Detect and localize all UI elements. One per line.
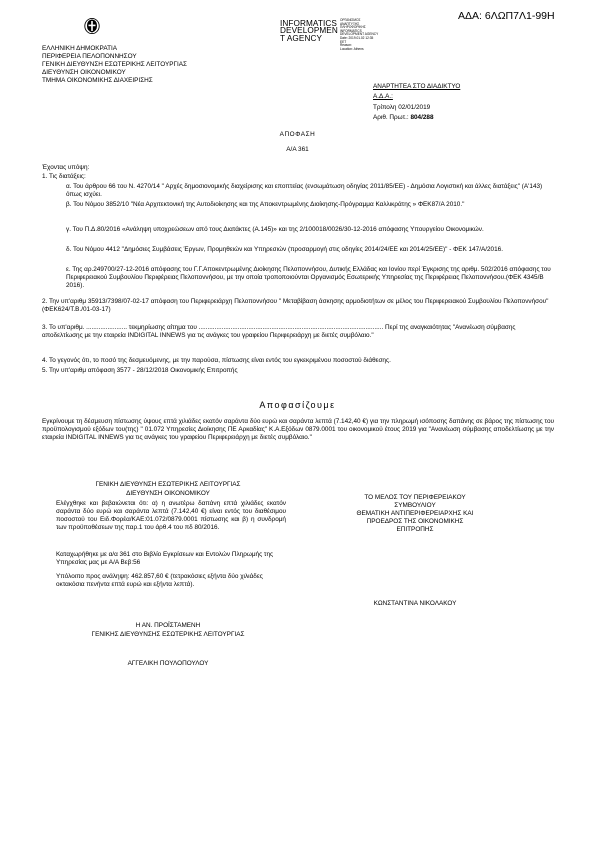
ada-header: ΑΔΑ: 6ΛΩΠ7Λ1-99Η	[458, 10, 555, 22]
signature-detail: EET	[340, 39, 347, 44]
consideration-sub-e: ε. Της αρ.249700/27-12-2016 απόφασης του Γ.Γ.Αποκεντρωμένης Διοίκησης Πελοποννήσου, Δυτικής Ελλάδας και Ιονίου περί Έγκρισης της αριθμ. 502/2016 απόφασης του Περιφερειακού Συμβουλίου Περιφέρειας Πελοποννήσου, με την οποία τροποποιούνται Οργανισμός Εσωτερικής Υπηρεσίας της Περιφέρειας Πελοποννήσου.(ΦΕΚ 4345/Β 2016).	[66, 266, 551, 289]
right-title-line: ΕΠΙΤΡΟΠΗΣ	[396, 526, 434, 533]
protocol-line	[373, 114, 460, 122]
signature-detail: ΑΝΑΠΤΥΞΗΣ	[340, 21, 360, 26]
signature-detail: Date: 2019.01.02 12:35	[340, 35, 374, 40]
signature-detail: ΟΡΓΑΝΙΣΜΟΣ	[340, 18, 361, 22]
consideration-sub-c: γ. Του Π.Δ.80/2016 «Ανάληψη υποχρεώσεων από τους Διατάκτες (Α.145)» και της 2/100018/0026/30-12-2016 απόφασης Υπουργείου Οικονομικών.	[66, 226, 484, 233]
protocol-value: 804/288	[410, 114, 434, 121]
agency-signature-details	[340, 19, 378, 51]
left-dept-1: ΓΕΝΙΚΗ ΔΙΕΥΘΥΝΣΗ ΕΣΩΤΕΡΙΚΗΣ ΛΕΙΤΟΥΡΓΙΑΣ	[95, 481, 241, 488]
signature-detail: DEVELOPMENT AGENCY	[340, 32, 379, 37]
remaining-balance-text: Υπόλοιπο προς ανάληψη: 462.857,60 € (τετρακόσιες εξήντα δύο χιλιάδες οκτακόσια πενήντα επτά ευρώ και εξήντα λεπτά).	[56, 573, 263, 588]
issuer-line: ΠΕΡΙΦΕΡΕΙΑ ΠΕΛΟΠΟΝΝΗΣΟΥ	[42, 53, 137, 60]
ada-label: Α.Δ.Α.:	[373, 93, 393, 100]
agency-name-line: T AGENCY	[280, 33, 323, 43]
registration-text: Καταχωρήθηκε με α/α 361 στο Βιβλίο Εγκρίσεων και Εντολών Πληρωμής της Υπηρεσίας μας με Α/Α Βεβ:56	[56, 551, 274, 566]
greek-emblem-icon	[84, 17, 100, 34]
protocol-label: Αριθ. Πρωτ.:	[373, 114, 411, 121]
agency-stamp	[280, 20, 338, 42]
consideration-item-2: 2. Την υπ'αριθμ 35913/7398/07-02-17 απόφαση του Περιφερειάρχη Πελοποννήσου " Μεταβίβαση άσκησης αρμοδιοτήτων σε μέλος του Περιφερειακού Συμβουλίου Πελοποννήσου" (ΦΕΚ624/Τ.Β./01-03-17)	[42, 298, 549, 313]
issuer-line: ΔΙΕΥΘΥΝΣΗ ΟΙΚΟΝΟΜΙΚΟΥ	[42, 69, 126, 76]
consideration-sub-a: α. Του άρθρου 66 του Ν. 4270/14 " Αρχές δημοσιονομικής διαχείρισης και εποπτείας (ενσωμάτωση οδηγίας 2011/85/ΕΕ) - Δημόσια Λογιστική και άλλες διατάξεις" (Α'143) όπως ισχύει.	[66, 183, 543, 198]
sign-title-1: Η ΑΝ. ΠΡΟΪΣΤΑΜΕΝΗ	[135, 622, 201, 629]
issuer-line: ΤΜΗΜΑ ΟΙΚΟΝΟΜΙΚΗΣ ΔΙΑΧΕΙΡΙΣΗΣ	[42, 77, 153, 84]
right-title-line: ΣΥΜΒΟΥΛΙΟΥ	[394, 502, 436, 509]
consideration-sub-b: β. Του Νόμου 3852/10 "Νέα Αρχιτεκτονική της Αυτοδιοίκησης και της Αποκεντρωμένης Διοίκησης-Πρόγραμμα Καλλικράτης » ΦΕΚ87/Α 2010."	[66, 201, 465, 208]
right-title-line: ΤΟ ΜΕΛΟΣ ΤΟΥ ΠΕΡΙΦΕΡΕΙΑΚΟΥ	[364, 494, 466, 501]
left-signer-name: ΑΓΓΕΛΙΚΗ ΠΟΥΛΟΠΟΥΛΟΥ	[127, 660, 209, 667]
signature-detail: ΠΛΗΡΟΦΟΡΙΚΗΣ	[340, 25, 366, 30]
right-title-line: ΘΕΜΑΤΙΚΗ ΑΝΤΙΠΕΡΙΦΕΡΕΙΑΡΧΗΣ ΚΑΙ	[356, 510, 474, 517]
left-dept-2: ΔΙΕΥΘΥΝΣΗ ΟΙΚΟΝΟΜΙΚΟΥ	[126, 490, 210, 497]
issuer-line: ΓΕΝΙΚΗ ΔΙΕΥΘΥΝΣΗ ΕΣΩΤΕΡΙΚΗΣ ΛΕΙΤΟΥΡΓΙΑΣ	[42, 61, 188, 68]
consideration-sub-d: δ. Του Νόμου 4412 "Δημόσιες Συμβάσεις Έργων, Προμηθειών και Υπηρεσιών (προσαρμογή στις οδηγίες 2014/24/ΕΕ και 2014/25/ΕΕ)" - ΦΕΚ 147/Α/2016.	[66, 246, 503, 253]
posted-label: ΑΝΑΡΤΗΤΕΑ ΣΤΟ ΔΙΑΔΙΚΤΥΟ	[373, 83, 461, 90]
consideration-item-4: 4. Το γεγονός ότι, το ποσό της δεσμευόμενης, με την παρούσα, πίστωσης είναι εντός του εγκεκριμένου ποσοστού διάθεσης.	[42, 357, 391, 364]
decision-title: ΑΠΟΦΑΣΗ	[279, 131, 316, 138]
consideration-item-5: 5. Την υπ'αριθμ απόφαση 3577 - 28/12/2018 Οικονομικής Επιτροπής	[42, 367, 238, 374]
resolution-heading: Αποφασίζουμε	[259, 400, 336, 410]
agency-name-line: INFORMATICS	[280, 19, 337, 28]
resolution-text: Εγκρίνουμε τη δέσμευση πίστωσης ύψους επτά χιλιάδες εκατόν σαράντα δύο ευρώ και σαράντα λεπτά (7.142,40 €) για την πληρωμή ισόποσης δαπάνης σε βάρος της πίστωσης του προϋπολογισμού εξόδων του(της) " 01.072 Υπηρεσίες Διοίκησης ΠΕ Αρκαδίας" Κ.Α.Εξόδων 0879.0001 του οικονομικού έτους 2019 για "Ανανέωση σύμβασης αποδελτίωσης με την εταιρεία INDIGITAL INNEWS για τις ανάγκες του γραφείου Περιφερειάρχη με διετές συμβόλαιο."	[42, 418, 554, 441]
signature-detail: Reason:	[340, 43, 352, 48]
signature-detail: INFORMATICS	[340, 28, 362, 33]
right-title-line: ΠΡΟΕΔΡΟΣ ΤΗΣ ΟΙΚΟΝΟΜΙΚΗΣ	[366, 518, 464, 525]
issuer-line: ΕΛΛΗΝΙΚΗ ΔΗΜΟΚΡΑΤΙΑ	[42, 45, 118, 52]
right-signer-name: ΚΩΝΣΤΑΝΤΙΝΑ ΝΙΚΟΛΑΚΟΥ	[373, 600, 457, 607]
date-line: Τρίπολη 02/01/2019	[373, 104, 431, 111]
publication-block	[373, 83, 460, 122]
issuer-block	[42, 45, 187, 85]
considerations-item-1: 1. Τις διατάξεις:	[42, 173, 86, 180]
right-signature-block	[310, 494, 520, 534]
verification-text: Ελέγχθηκε και βεβαιώνεται ότι: α) η ανωτέρω δαπάνη επτά χιλιάδες εκατόν σαράντα δύο ευρώ και σαράντα λεπτά (7.142,40 €) είναι εντός του διαθέσιμου ποσοστού του Ειδ.Φορέα/ΚΑΕ:01.072/0879.0001 πίστωσης και β) η συνδρομή των προϋποθέσεων της παρ.1 του άρθ.4 του πδ 80/2016.	[56, 500, 286, 531]
decision-number: Α/Α 361	[286, 146, 309, 153]
sign-title-2: ΓΕΝΙΚΗΣ ΔΙΕΥΘΥΝΣΗΣ ΕΣΩΤΕΡΙΚΗΣ ΛΕΙΤΟΥΡΓΙΑΣ	[91, 631, 245, 638]
agency-name-line: DEVELOPMEN	[280, 26, 338, 36]
consideration-item-3: 3. Το υπ'αριθμ. ....................... τεκμηρίωσης αίτημα του ........................................................................................................ Περί της αναγκαιότητας "Ανανέωση σύμβασης αποδελτίωσης με την εταιρεία INDIGITAL INNEWS για τις ανάγκες του γραφείου Περιφερειάρχη με διετές συμβόλαιο."	[42, 324, 516, 339]
signature-detail: Location: Athens	[340, 46, 364, 51]
considerations-intro: Έχοντας υπόψη:	[42, 164, 90, 171]
